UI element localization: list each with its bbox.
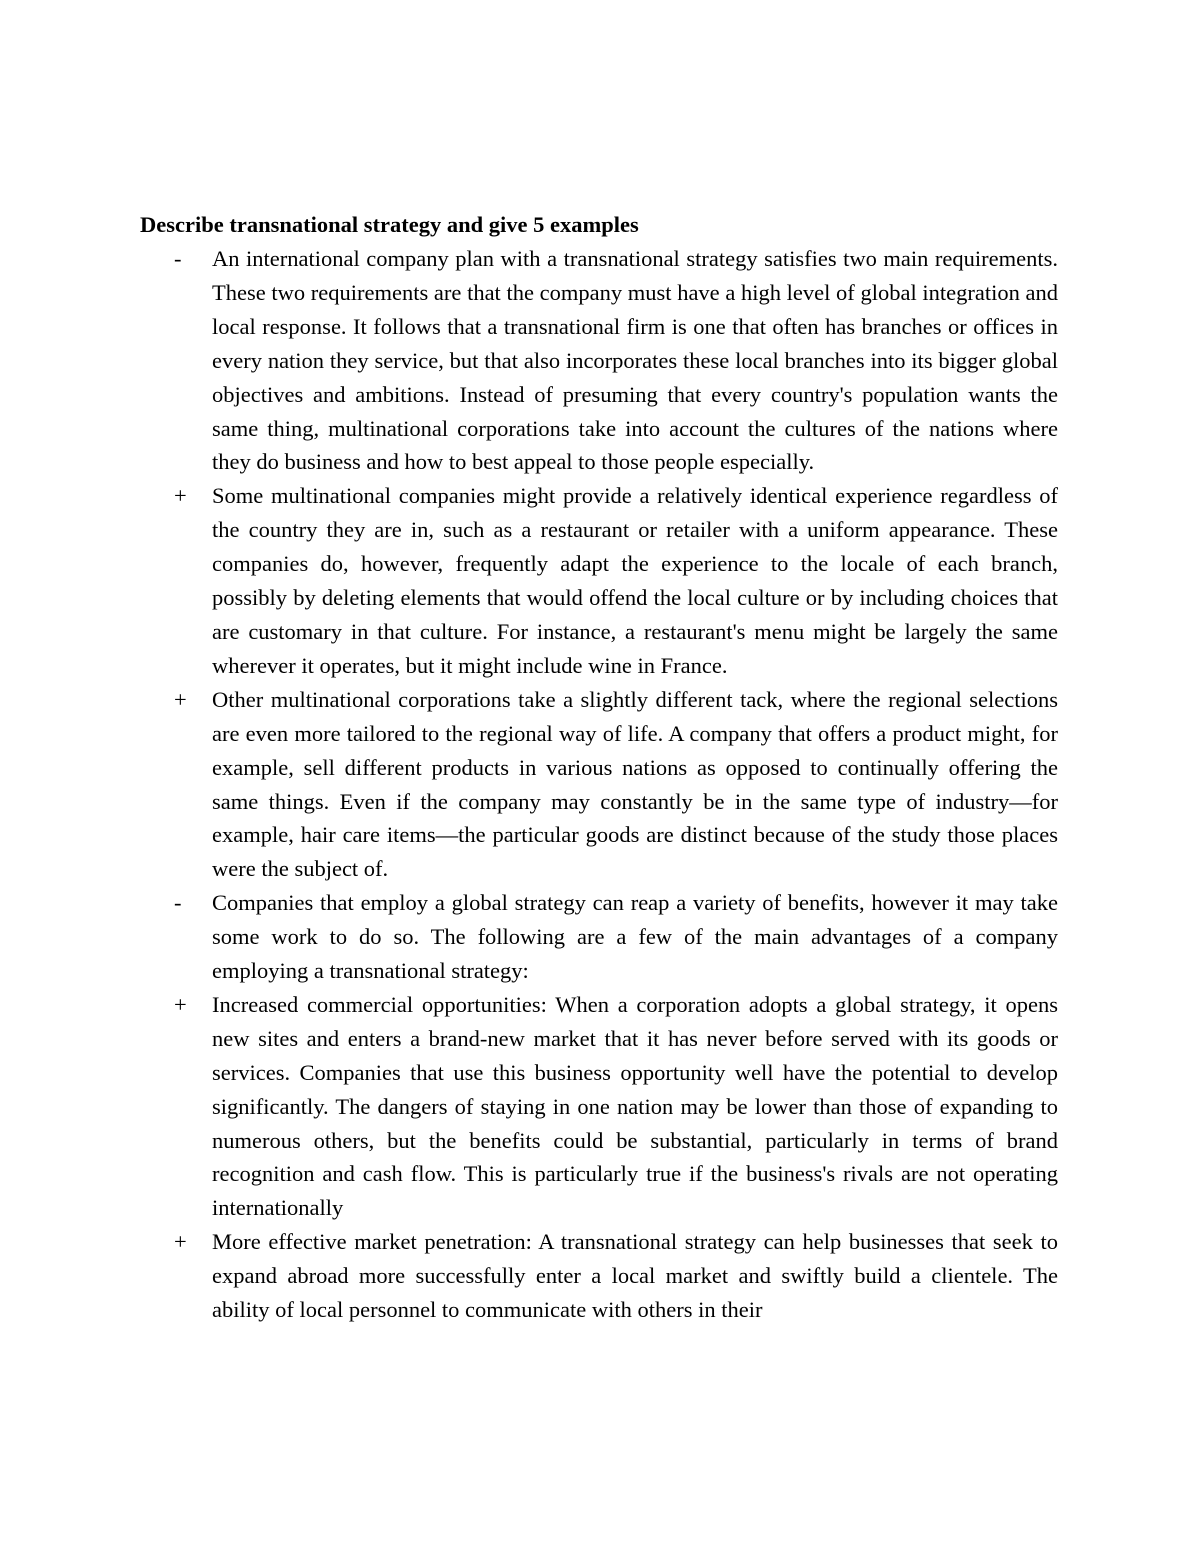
- list-item-text: Companies that employ a global strategy can reap a variety of benefits, however it may take some work to do so. The following are a few of the main advantages of a company employing a transnational strategy:: [212, 890, 1058, 984]
- bullet-marker: +: [174, 483, 187, 509]
- list-item: [140, 988, 1058, 1225]
- bullet-marker: -: [174, 890, 182, 916]
- list-item-text: More effective market penetration: A transnational strategy can help businesses that seek to expand abroad more successfully enter a local market and swiftly build a clientele. The ability of local personnel to communicate with others in their: [212, 1229, 1058, 1323]
- list-item: [140, 242, 1058, 479]
- list-item: [140, 1225, 1058, 1327]
- document-heading: Describe transnational strategy and give 5 examples: [140, 212, 639, 237]
- list-item-text: Some multinational companies might provide a relatively identical experience regardless of the country they are in, such as a restaurant or retailer with a uniform appearance. These companies do, however, frequently adapt the experience to the locale of each branch, possibly by deleting elements that would offend the local culture or by including choices that are customary in that culture. For instance, a restaurant's menu might be largely the same wherever it operates, but it might include wine in France.: [212, 483, 1058, 678]
- list-item: [140, 479, 1058, 682]
- bullet-marker: +: [174, 686, 187, 712]
- list-item: [140, 886, 1058, 988]
- list-item-text: An international company plan with a transnational strategy satisfies two main requirements. These two requirements are that the company must have a high level of global integration and local response. It follows that a transnational firm is one that often has branches or offices in every nation they service, but that also incorporates these local branches into its bigger global objectives and ambitions. Instead of presuming that every country's population wants the same thing, multinational corporations take into account the cultures of the nations where they do business and how to best appeal to those people especially.: [212, 246, 1058, 475]
- bullet-list: [140, 242, 1058, 1327]
- list-item-text: Other multinational corporations take a slightly different tack, where the regional selections are even more tailored to the regional way of life. A company that offers a product might, for example, sell different products in various nations as opposed to continually offering the same things. Even if the company may constantly be in the same type of industry—for example, hair care items—the particular goods are distinct because of the study those places were the subject of.: [212, 686, 1058, 882]
- bullet-marker: -: [174, 246, 182, 271]
- bullet-marker: +: [174, 1229, 187, 1255]
- document-body: [140, 208, 1058, 1327]
- bullet-marker: +: [174, 991, 187, 1017]
- list-item-text: Increased commercial opportunities: When a corporation adopts a global strategy, it opens new sites and enters a brand-new market that it has never before served with its goods or services. Companies that use this business opportunity well have the potential to develop significantly. The dangers of staying in one nation may be lower than those of expanding to numerous others, but the benefits could be substantial, particularly in terms of brand recognition and cash flow. This is particularly true if the business's rivals are not operating internationally: [212, 991, 1058, 1221]
- list-item: [140, 683, 1058, 886]
